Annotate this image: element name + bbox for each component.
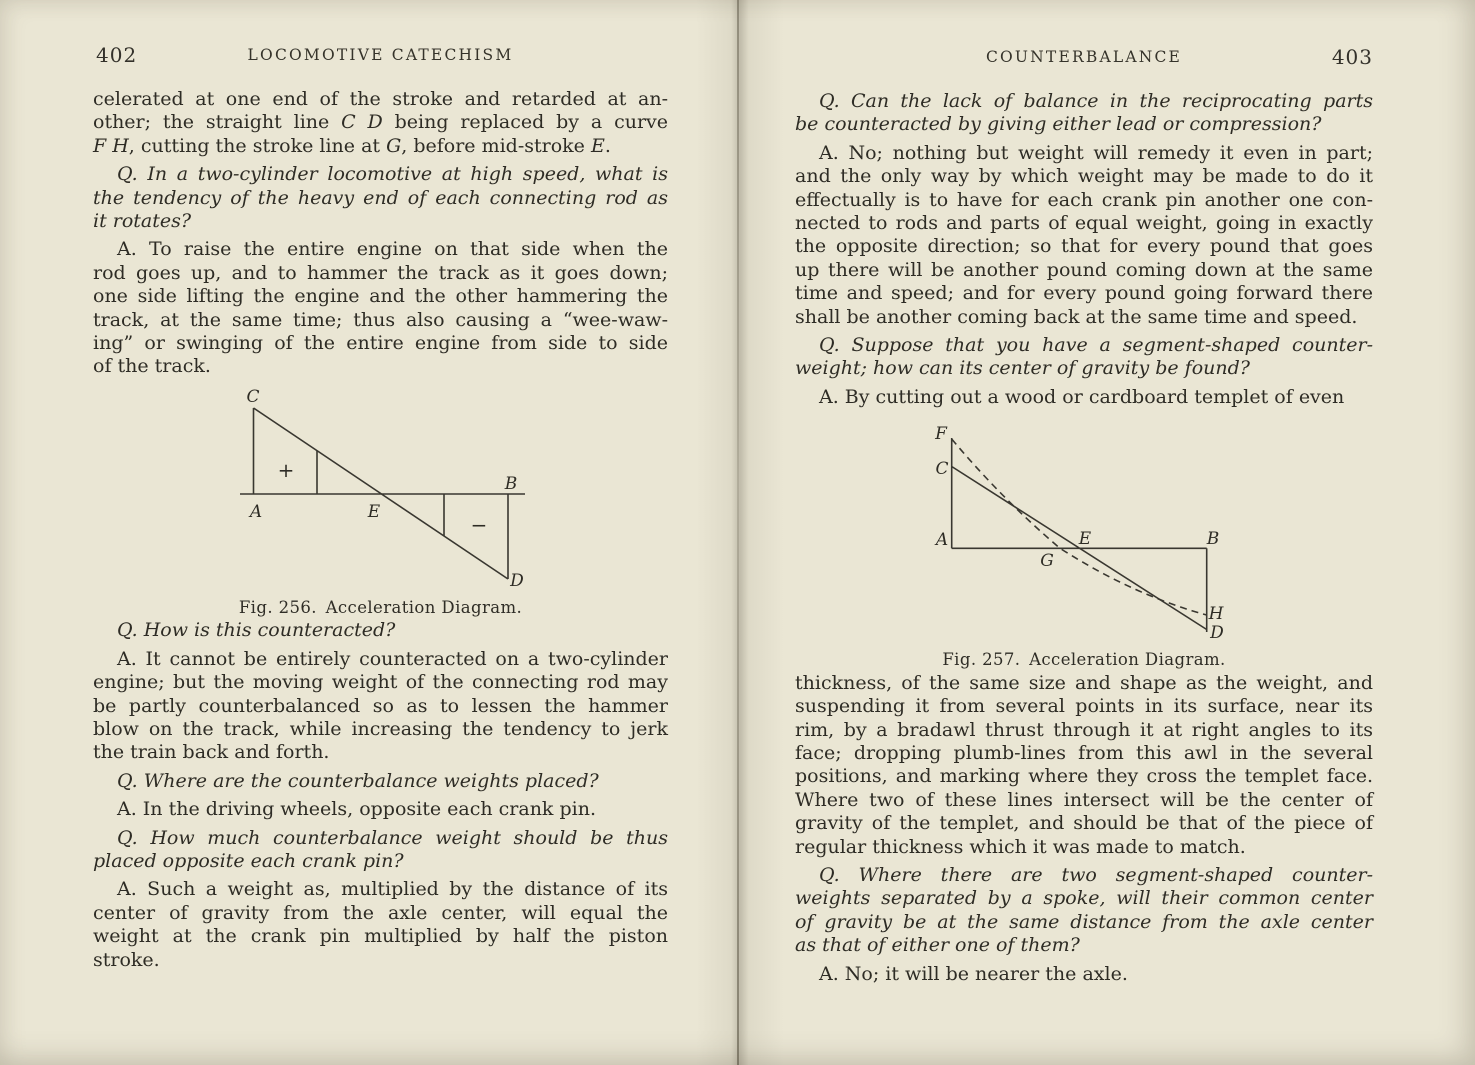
text-line: rim, by a bradawl thrust through it at right angles to its	[795, 718, 1373, 741]
left-running-header	[93, 43, 668, 72]
text-line: weights separated by a spoke, will their common center	[795, 887, 1373, 910]
fig-256-acceleration-diagram	[240, 386, 530, 591]
fig257-dashed-curve	[952, 439, 1207, 615]
paragraph	[795, 672, 1373, 859]
fig256-label-d: D	[510, 570, 524, 591]
fig-257-caption: Fig. 257. Acceleration Diagram.	[942, 650, 1226, 670]
text-line: blow on the track, while increasing the tendency to jerk	[93, 717, 668, 740]
right-running-header	[795, 45, 1373, 74]
text-line: as that of either one of them?	[795, 934, 1080, 957]
text-line: A. Such a weight as, multiplied by the distance of its	[117, 878, 668, 901]
text-line: A. In the driving wheels, opposite each crank pin.	[117, 798, 596, 821]
text-line: thickness, of the same size and shape as the weight, and	[795, 671, 1373, 694]
text-line: rod goes up, and to hammer the track as it goes down;	[93, 261, 668, 284]
right-text-lower	[795, 672, 1373, 986]
text-line: positions, and marking where they cross the templet face.	[795, 765, 1373, 788]
text-line: gravity of the templet, and should be that of the piece of	[795, 812, 1373, 835]
text-line: Q. Where there are two segment-shaped counter-	[819, 863, 1373, 886]
question-paragraph	[93, 163, 668, 233]
text-line: Where two of these lines intersect will be the center of	[795, 788, 1373, 811]
text-line: weight; how can its center of gravity be found?	[795, 357, 1250, 380]
fig257-label-c: C	[935, 459, 949, 480]
left-header-title: LOCOMOTIVE CATECHISM	[247, 46, 514, 64]
text-line: Q. Suppose that you have a segment-shaped counter-	[819, 334, 1373, 357]
question-paragraph	[93, 770, 668, 793]
text-line: of gravity be at the same distance from the axle center	[795, 910, 1373, 933]
question-paragraph	[795, 334, 1373, 381]
left-page-number: 402	[96, 43, 138, 67]
text-line: Q. How much counterbalance weight should be thus	[117, 826, 668, 849]
text-line: time and speed; and for every pound going forward there	[795, 282, 1373, 305]
fig257-label-e: E	[1078, 529, 1092, 550]
paragraph	[93, 88, 668, 158]
paragraph	[93, 238, 668, 378]
text-line: A. It cannot be entirely counteracted on a two-cylinder	[117, 647, 668, 670]
fig256-label-a: A	[249, 501, 263, 522]
right-header-title: COUNTERBALANCE	[985, 48, 1183, 66]
text-line: of the track.	[93, 355, 211, 378]
text-line: nected to rods and parts of equal weight, going in exactly	[795, 212, 1373, 235]
fig257-label-d: D	[1210, 623, 1224, 644]
paragraph	[93, 648, 668, 765]
question-paragraph	[795, 864, 1373, 958]
fig257-label-f: F	[935, 424, 947, 445]
page-gutter-crease	[737, 0, 739, 1065]
right-text-upper	[795, 90, 1373, 409]
text-line: up there will be another pound coming down at the same	[795, 258, 1373, 281]
text-line: Q. Can the lack of balance in the reciprocating parts	[819, 90, 1373, 112]
left-page-body	[93, 88, 668, 972]
text-line: and the only way by which weight may be made to do it	[795, 165, 1373, 188]
text-line: center of gravity from the axle center, will equal the	[93, 901, 668, 924]
text-line: the train back and forth.	[93, 741, 330, 764]
question-paragraph	[93, 619, 668, 642]
italic-text-segment: F H	[93, 134, 129, 157]
italic-text-segment: E	[590, 134, 605, 157]
right-page-number: 403	[1331, 45, 1373, 69]
text-segment: , before mid-stroke	[401, 134, 591, 157]
text-line: weight at the crank pin multiplied by half the piston	[93, 925, 668, 948]
text-line: the tendency of the heavy end of each connecting rod as	[93, 186, 668, 209]
page-gutter-shadow	[696, 0, 784, 1065]
right-page-body	[795, 90, 1373, 986]
text-line: A. No; nothing but weight will remedy it even in part;	[819, 141, 1373, 164]
text-line: Q. How is this counteracted?	[117, 619, 396, 642]
text-line: stroke.	[93, 948, 160, 971]
text-line: placed opposite each crank pin?	[93, 849, 404, 872]
figure-257	[795, 415, 1373, 671]
text-line: track, at the same time; thus also causing a “wee-waw-	[93, 308, 668, 331]
question-paragraph	[795, 90, 1373, 137]
fig-257-acceleration-diagram	[920, 415, 1230, 645]
fig257-label-h: H	[1208, 604, 1224, 625]
question-paragraph	[93, 827, 668, 874]
left-text-lower	[93, 619, 668, 972]
text-line: celerated at one end of the stroke and retarded at an-	[93, 88, 668, 110]
text-line: A. No; it will be nearer the axle.	[819, 962, 1128, 985]
text-line: ing” or swinging of the entire engine from side to side	[93, 332, 668, 355]
paragraph	[795, 142, 1373, 329]
text-line: A. To raise the entire engine on that side when the	[117, 238, 668, 261]
paragraph	[795, 386, 1373, 409]
italic-text-segment: G	[386, 134, 402, 157]
text-segment: , cutting the stroke line at	[128, 134, 387, 157]
text-segment: being replaced by a curve	[382, 111, 669, 134]
fig-256-caption: Fig. 256. Acceleration Diagram.	[238, 597, 523, 617]
text-line: it rotates?	[93, 210, 192, 233]
text-line: Q. In a two-cylinder locomotive at high speed, what is	[117, 163, 668, 186]
text-line	[93, 111, 668, 134]
text-line: regular thickness which it was made to match.	[795, 835, 1246, 858]
text-line: be counteracted by giving either lead or compression?	[795, 113, 1322, 136]
fig256-plus-sign: +	[277, 457, 295, 482]
text-line: be partly counterbalanced so as to lessen the hammer	[93, 694, 668, 717]
text-line: A. By cutting out a wood or cardboard templet of even	[819, 385, 1345, 408]
text-line: the opposite direction; so that for every pound that goes	[795, 235, 1373, 258]
fig256-minus-sign: −	[470, 512, 488, 537]
paragraph	[795, 963, 1373, 986]
figure-256	[93, 387, 668, 619]
fig256-label-e: E	[367, 501, 381, 522]
text-line: effectually is to have for each crank pin another one con-	[795, 188, 1373, 211]
text-line: engine; but the moving weight of the connecting rod may	[93, 671, 668, 694]
text-segment: .	[604, 134, 611, 157]
text-line: suspending it from several points in its surface, near its	[795, 695, 1373, 718]
italic-text-segment: C D	[341, 111, 383, 134]
left-text-upper	[93, 88, 668, 379]
fig257-label-g: G	[1040, 551, 1054, 572]
fig257-label-b: B	[1206, 529, 1220, 550]
text-line: shall be another coming back at the same time and speed.	[795, 305, 1358, 328]
fig256-label-b: B	[504, 473, 518, 494]
text-line: face; dropping plumb-lines from this awl in the several	[795, 741, 1373, 764]
fig257-label-a: A	[935, 530, 949, 551]
text-segment: other; the straight line	[93, 111, 342, 134]
paragraph	[93, 878, 668, 972]
text-line: Q. Where are the counterbalance weights placed?	[117, 769, 599, 792]
fig256-label-c: C	[246, 386, 260, 407]
paragraph	[93, 798, 668, 821]
text-line	[93, 135, 668, 158]
text-line: one side lifting the engine and the other hammering the	[93, 285, 668, 308]
